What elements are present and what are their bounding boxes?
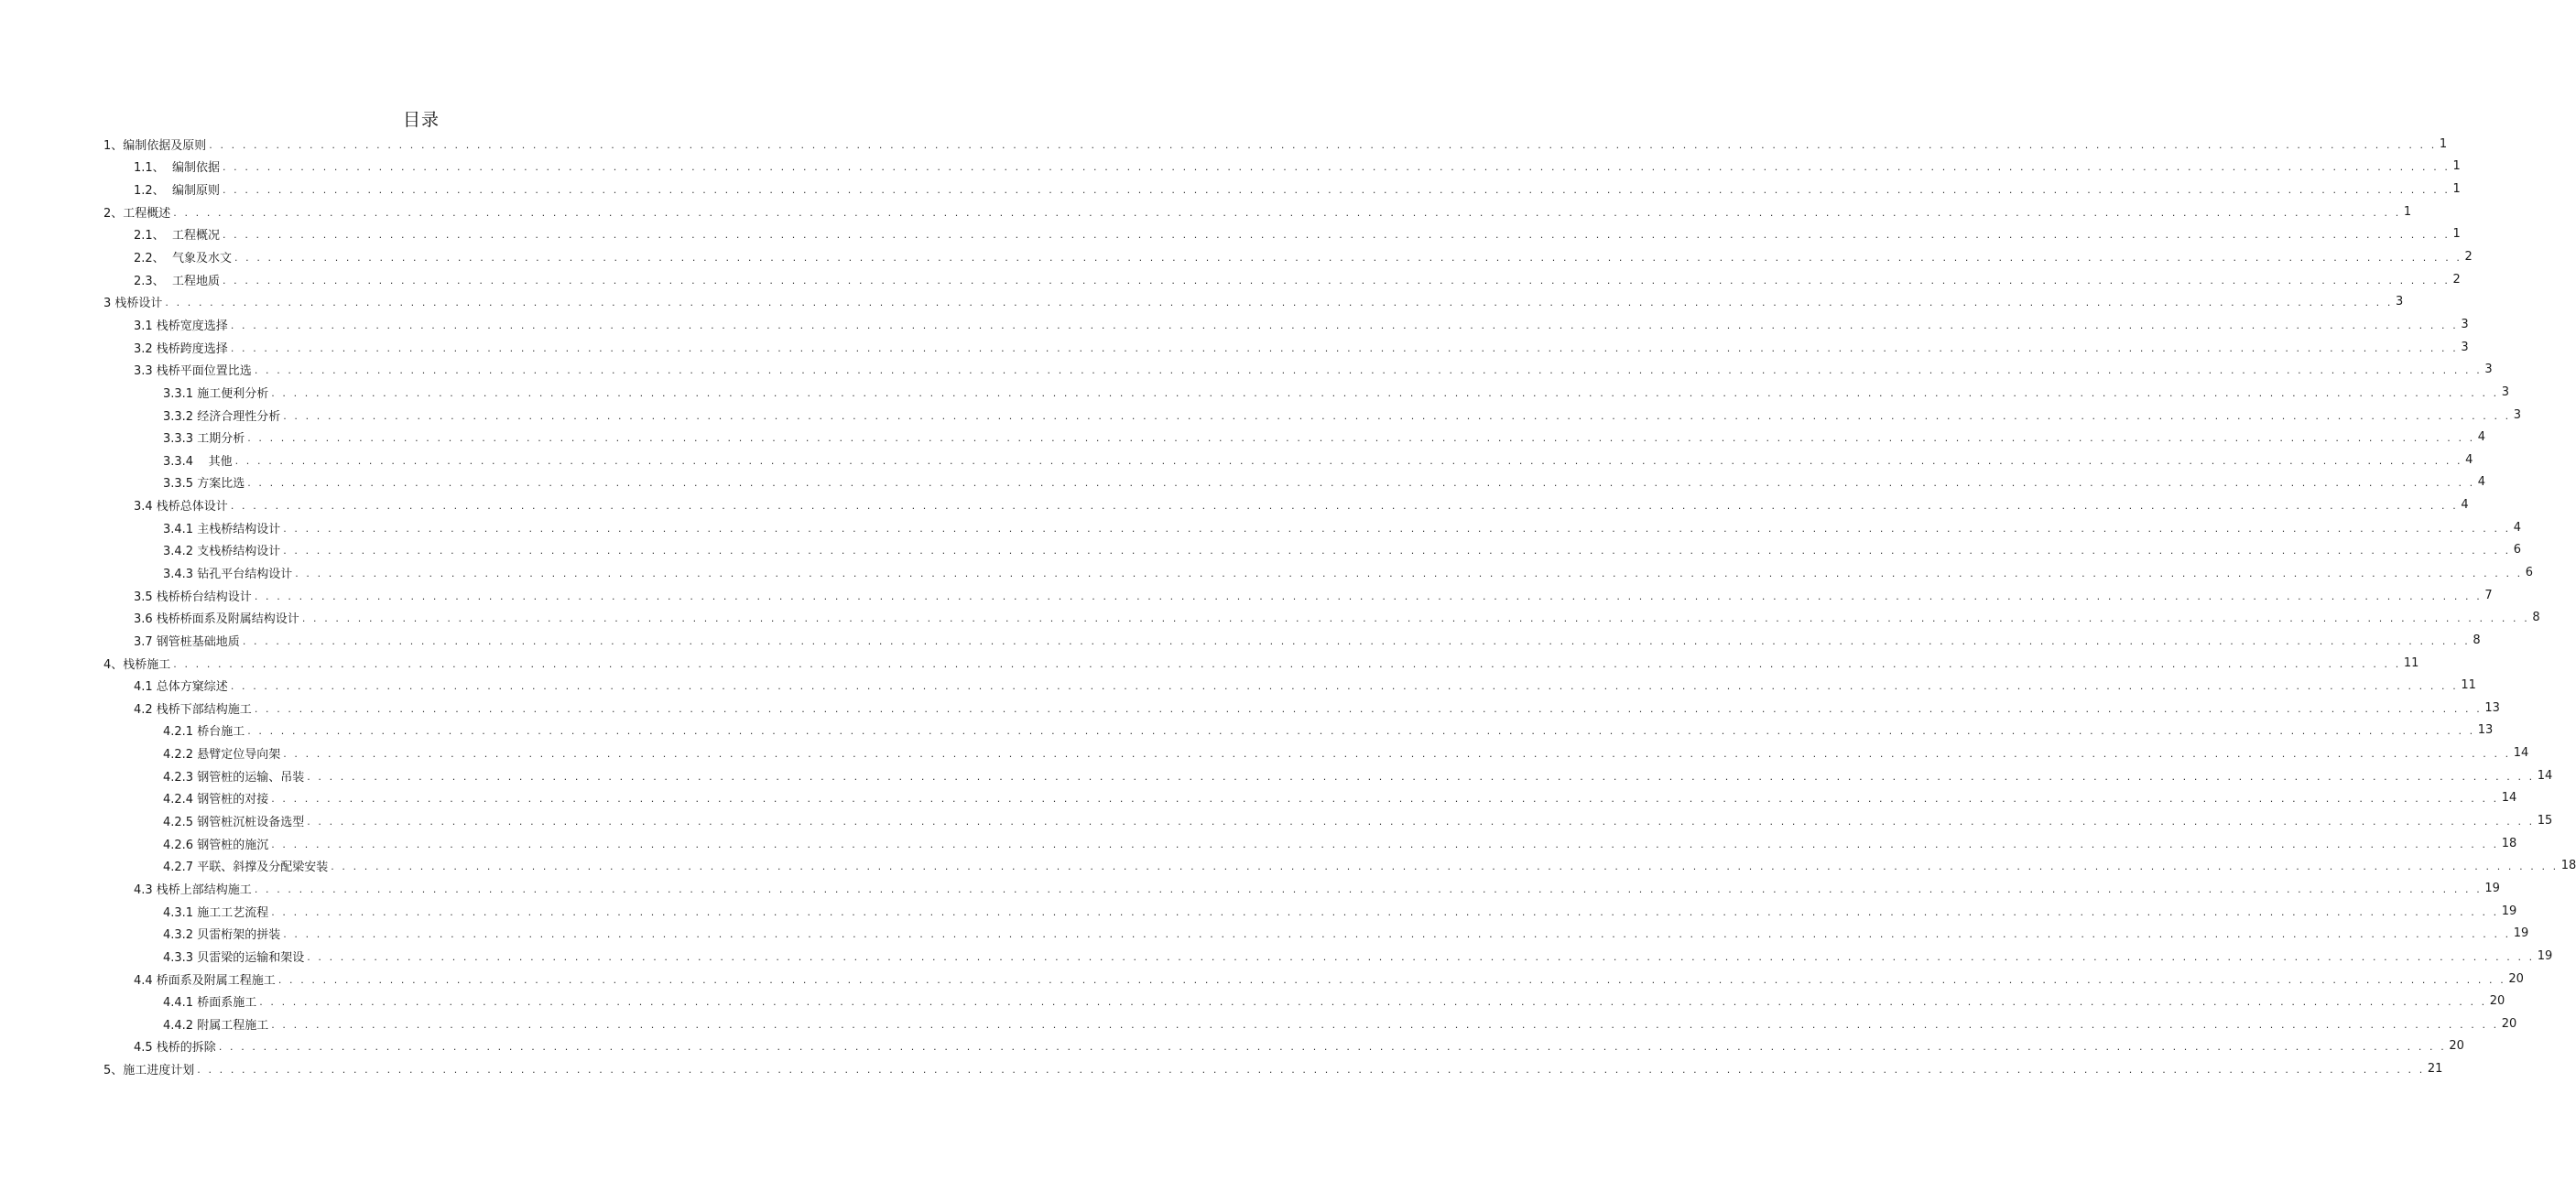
toc-entry-page-number: 2 (2452, 272, 2461, 287)
dot-leader: . . . . . . . . . . . . . . . . . . . . . . . . . . . . . . . . . . . . . . . . . . . . . . . . . . . . . . . . . . . . . . . . . . . . . . . . . . . . . . . . . . . . . . . . . . . . . . . . . . . . . . . . . . . . . . . . . . . . . . . . . . . . . . . . . . . . . . . . . . . . . . . . . . . . . . . . . . . . . . . . . . . . . . . . . . . . . . . . . . . . . . . . . . . . . . . . . . . . . . . . (230, 680, 2459, 693)
dot-leader: . . . . . . . . . . . . . . . . . . . . . . . . . . . . . . . . . . . . . . . . . . . . . . . . . . . . . . . . . . . . . . . . . . . . . . . . . . . . . . . . . . . . . . . . . . . . . . . . . . . . . . . . . . . . . . . . . . . . . . . . . . . . . . . . . . . . . . . . . . . . . . . . . . . . . . . . . . . . . . . . . . . . . . . . . . . . . . . . . . . . . . . . . . . . . . . . . . . . . . . . (277, 973, 2506, 986)
toc-entry[interactable] (0, 832, 2517, 855)
dot-leader: . . . . . . . . . . . . . . . . . . . . . . . . . . . . . . . . . . . . . . . . . . . . . . . . . . . . . . . . . . . . . . . . . . . . . . . . . . . . . . . . . . . . . . . . . . . . . . . . . . . . . . . . . . . . . . . . . . . . . . . . . . . . . . . . . . . . . . . . . . . . . . . . . . . . . . . . . . . . . . . . . . . . . . . . . . . . . . . . . . . . . . . . . . . . . . . . . . . . . . . . (209, 138, 2437, 151)
toc-entry[interactable] (0, 178, 2461, 200)
dot-leader: . . . . . . . . . . . . . . . . . . . . . . . . . . . . . . . . . . . . . . . . . . . . . . . . . . . . . . . . . . . . . . . . . . . . . . . . . . . . . . . . . . . . . . . . . . . . . . . . . . . . . . . . . . . . . . . . . . . . . . . . . . . . . . . . . . . . . . . . . . . . . . . . . . . . . . . . . . . . . . . . . . . . . . . . . . . . . . . . . . . . . . . . . . . . . . . . . . . . . . . . (222, 161, 2451, 174)
toc-entry[interactable] (0, 471, 2486, 494)
toc-entry[interactable] (0, 290, 2404, 313)
dot-leader: . . . . . . . . . . . . . . . . . . . . . . . . . . . . . . . . . . . . . . . . . . . . . . . . . . . . . . . . . . . . . . . . . . . . . . . . . . . . . . . . . . . . . . . . . . . . . . . . . . . . . . . . . . . . . . . . . . . . . . . . . . . . . . . . . . . . . . . . . . . . . . . . . . . . . . . . . . . . . . . . . . . . . . . . . . . . . . . . . . . . . . . . . . . . . . . . . . . . . . . . (307, 770, 2535, 783)
toc-entry[interactable] (0, 245, 2473, 268)
toc-entry[interactable] (0, 606, 2540, 629)
toc-entry-label: 3.4 栈桥总体设计 (134, 500, 228, 514)
dot-leader: . . . . . . . . . . . . . . . . . . . . . . . . . . . . . . . . . . . . . . . . . . . . . . . . . . . . . . . . . . . . . . . . . . . . . . . . . . . . . . . . . . . . . . . . . . . . . . . . . . . . . . . . . . . . . . . . . . . . . . . . . . . . . . . . . . . . . . . . . . . . . . . . . . . . . . . . . . . . . . . . . . . . . . . . . . . . . . . . . . . . . . . . . . . . . . . . . . . . . . . . (283, 748, 2511, 761)
dot-leader: . . . . . . . . . . . . . . . . . . . . . . . . . . . . . . . . . . . . . . . . . . . . . . . . . . . . . . . . . . . . . . . . . . . . . . . . . . . . . . . . . . . . . . . . . . . . . . . . . . . . . . . . . . . . . . . . . . . . . . . . . . . . . . . . . . . . . . . . . . . . . . . . . . . . . . . . . . . . . . . . . . . . . . . . . . . . . . . . . . . . . . . . . . . . . . . . . . . . . . . . (283, 545, 2511, 558)
toc-entry-label: 4.4.2 附属工程施工 (163, 1018, 269, 1033)
toc-entry[interactable] (0, 697, 2500, 720)
toc-entry-label: 3.1 栈桥宽度选择 (134, 319, 228, 333)
toc-entry-page-number: 11 (2403, 655, 2419, 670)
dot-leader: . . . . . . . . . . . . . . . . . . . . . . . . . . . . . . . . . . . . . . . . . . . . . . . . . . . . . . . . . . . . . . . . . . . . . . . . . . . . . . . . . . . . . . . . . . . . . . . . . . . . . . . . . . . . . . . . . . . . . . . . . . . . . . . . . . . . . . . . . . . . . . . . . . . . . . . . . . . . . . . . . . . . . . . . . . . . . . . . . . . . . . . . . . . . . . . . . . . . . . . . (307, 816, 2535, 828)
toc-entry-label: 4.2.7 平联、斜撑及分配梁安装 (163, 861, 329, 875)
toc-entry-label: 3.6 栈桥桥面系及附属结构设计 (134, 612, 299, 627)
toc-entry[interactable] (0, 1035, 2464, 1058)
toc-entry-page-number: 21 (2427, 1062, 2443, 1077)
dot-leader: . . . . . . . . . . . . . . . . . . . . . . . . . . . . . . . . . . . . . . . . . . . . . . . . . . . . . . . . . . . . . . . . . . . . . . . . . . . . . . . . . . . . . . . . . . . . . . . . . . . . . . . . . . . . . . . . . . . . . . . . . . . . . . . . . . . . . . . . . . . . . . . . . . . . . . . . . . . . . . . . . . . . . . . . . . . . . . . . . . . . . . . . . . . . . . . . . . . . . . . . (247, 432, 2475, 445)
toc-entry-label: 4.2.1 桥台施工 (163, 725, 245, 740)
toc-entry[interactable] (0, 1012, 2517, 1035)
toc-entry-label: 3.3 栈桥平面位置比选 (134, 364, 252, 379)
toc-entry[interactable] (0, 404, 2522, 427)
toc-entry-label: 4.2.6 钢管桩的施沉 (163, 838, 269, 852)
dot-leader: . . . . . . . . . . . . . . . . . . . . . . . . . . . . . . . . . . . . . . . . . . . . . . . . . . . . . . . . . . . . . . . . . . . . . . . . . . . . . . . . . . . . . . . . . . . . . . . . . . . . . . . . . . . . . . . . . . . . . . . . . . . . . . . . . . . . . . . . . . . . . . . . . . . . . . . . . . . . . . . . . . . . . . . . . . . . . . . . . . . . . . . . . . . . . . . . . . . . . . . . (234, 454, 2463, 467)
toc-entry[interactable] (0, 990, 2505, 1012)
dot-leader: . . . . . . . . . . . . . . . . . . . . . . . . . . . . . . . . . . . . . . . . . . . . . . . . . . . . . . . . . . . . . . . . . . . . . . . . . . . . . . . . . . . . . . . . . . . . . . . . . . . . . . . . . . . . . . . . . . . . . . . . . . . . . . . . . . . . . . . . . . . . . . . . . . . . . . . . . . . . . . . . . . . . . . . . . . . . . . . . . . . . . . . . . . . . . . . . . . . . . . . . (247, 725, 2475, 738)
toc-title: 目录 (402, 110, 440, 130)
toc-entry[interactable] (0, 381, 2510, 404)
toc-entry-page-number: 19 (2537, 948, 2553, 963)
dot-leader: . . . . . . . . . . . . . . . . . . . . . . . . . . . . . . . . . . . . . . . . . . . . . . . . . . . . . . . . . . . . . . . . . . . . . . . . . . . . . . . . . . . . . . . . . . . . . . . . . . . . . . . . . . . . . . . . . . . . . . . . . . . . . . . . . . . . . . . . . . . . . . . . . . . . . . . . . . . . . . . . . . . . . . . . . . . . . . . . . . . . . . . . . . . . . . . . . . . . . . . . (283, 522, 2511, 535)
dot-leader: . . . . . . . . . . . . . . . . . . . . . . . . . . . . . . . . . . . . . . . . . . . . . . . . . . . . . . . . . . . . . . . . . . . . . . . . . . . . . . . . . . . . . . . . . . . . . . . . . . . . . . . . . . . . . . . . . . . . . . . . . . . . . . . . . . . . . . . . . . . . . . . . . . . . . . . . . . . . . . . . . . . . . . . . . . . . . . . . . . . . . . . . . . . . . . . . . . . . . . . . (242, 634, 2471, 647)
toc-entry-label: 3.3.3 工期分析 (163, 432, 245, 447)
toc-entry-label: 1.1、 编制依据 (134, 161, 220, 176)
dot-leader: . . . . . . . . . . . . . . . . . . . . . . . . . . . . . . . . . . . . . . . . . . . . . . . . . . . . . . . . . . . . . . . . . . . . . . . . . . . . . . . . . . . . . . . . . . . . . . . . . . . . . . . . . . . . . . . . . . . . . . . . . . . . . . . . . . . . . . . . . . . . . . . . . . . . . . . . . . . . . . . . . . . . . . . . . . . . . . . . . . . . . . . . . . . . . . . . . . . . . . . . (165, 297, 2393, 309)
toc-entry-page-number: 15 (2537, 814, 2553, 828)
toc-entry-label: 4.3 栈桥上部结构施工 (134, 882, 252, 897)
dot-leader: . . . . . . . . . . . . . . . . . . . . . . . . . . . . . . . . . . . . . . . . . . . . . . . . . . . . . . . . . . . . . . . . . . . . . . . . . . . . . . . . . . . . . . . . . . . . . . . . . . . . . . . . . . . . . . . . . . . . . . . . . . . . . . . . . . . . . . . . . . . . . . . . . . . . . . . . . . . . . . . . . . . . . . . . . . . . . . . . . . . . . . . . . . . . . . . . . . . . . . . . (254, 882, 2483, 895)
toc-entry-page-number: 13 (2484, 700, 2500, 715)
toc-entry-label: 4.3.1 施工工艺流程 (163, 905, 269, 920)
toc-entry-page-number: 3 (2461, 317, 2469, 331)
toc-entry-page-number: 4 (2465, 452, 2473, 467)
toc-entry-page-number: 14 (2501, 791, 2517, 806)
dot-leader: . . . . . . . . . . . . . . . . . . . . . . . . . . . . . . . . . . . . . . . . . . . . . . . . . . . . . . . . . . . . . . . . . . . . . . . . . . . . . . . . . . . . . . . . . . . . . . . . . . . . . . . . . . . . . . . . . . . . . . . . . . . . . . . . . . . . . . . . . . . . . . . . . . . . . . . . . . . . . . . . . . . . . . . . . . . . . . . . . . . . . . . . . . . . . . . . . . . . . . . . (222, 184, 2451, 197)
toc-entry-label: 3.3.2 经济合理性分析 (163, 409, 281, 424)
dot-leader: . . . . . . . . . . . . . . . . . . . . . . . . . . . . . . . . . . . . . . . . . . . . . . . . . . . . . . . . . . . . . . . . . . . . . . . . . . . . . . . . . . . . . . . . . . . . . . . . . . . . . . . . . . . . . . . . . . . . . . . . . . . . . . . . . . . . . . . . . . . . . . . . . . . . . . . . . . . . . . . . . . . . . . . . . . . . . . . . . . . . . . . . . . . . . . . . . . . . . . . . (197, 1064, 2425, 1077)
toc-entry[interactable] (0, 1057, 2443, 1080)
toc-entry-label: 1、编制依据及原则 (103, 138, 207, 153)
toc-entry-label: 3.4.1 主栈桥结构设计 (163, 522, 281, 536)
dot-leader: . . . . . . . . . . . . . . . . . . . . . . . . . . . . . . . . . . . . . . . . . . . . . . . . . . . . . . . . . . . . . . . . . . . . . . . . . . . . . . . . . . . . . . . . . . . . . . . . . . . . . . . . . . . . . . . . . . . . . . . . . . . . . . . . . . . . . . . . . . . . . . . . . . . . . . . . . . . . . . . . . . . . . . . . . . . . . . . . . . . . . . . . . . . . . . . . . . . . . . . . (222, 274, 2451, 287)
toc-entry-page-number: 11 (2461, 678, 2476, 693)
toc-entry-label: 3.3.4 其他 (163, 454, 233, 469)
toc-entry-page-number: 1 (2439, 136, 2448, 151)
toc-entry-page-number: 18 (2501, 836, 2517, 850)
dot-leader: . . . . . . . . . . . . . . . . . . . . . . . . . . . . . . . . . . . . . . . . . . . . . . . . . . . . . . . . . . . . . . . . . . . . . . . . . . . . . . . . . . . . . . . . . . . . . . . . . . . . . . . . . . . . . . . . . . . . . . . . . . . . . . . . . . . . . . . . . . . . . . . . . . . . . . . . . . . . . . . . . . . . . . . . . . . . . . . . . . . . . . . . . . . . . . . . . . . . . . . . (307, 950, 2535, 963)
toc-entry-label: 4.3.3 贝雷梁的运输和架设 (163, 950, 305, 965)
toc-entry-page-number: 1 (2403, 204, 2412, 219)
dot-leader: . . . . . . . . . . . . . . . . . . . . . . . . . . . . . . . . . . . . . . . . . . . . . . . . . . . . . . . . . . . . . . . . . . . . . . . . . . . . . . . . . . . . . . . . . . . . . . . . . . . . . . . . . . . . . . . . . . . . . . . . . . . . . . . . . . . . . . . . . . . . . . . . . . . . . . . . . . . . . . . . . . . . . . . . . . . . . . . . . . . . . . . . . . . . . . . . . . . . . . . . (230, 319, 2459, 331)
toc-entry-page-number: 3 (2484, 363, 2493, 377)
dot-leader: . . . . . . . . . . . . . . . . . . . . . . . . . . . . . . . . . . . . . . . . . . . . . . . . . . . . . . . . . . . . . . . . . . . . . . . . . . . . . . . . . . . . . . . . . . . . . . . . . . . . . . . . . . . . . . . . . . . . . . . . . . . . . . . . . . . . . . . . . . . . . . . . . . . . . . . . . . . . . . . . . . . . . . . . . . . . . . . . . . . . . . . . . . . . . . . . . . . . . . . . (218, 1041, 2447, 1054)
dot-leader: . . . . . . . . . . . . . . . . . . . . . . . . . . . . . . . . . . . . . . . . . . . . . . . . . . . . . . . . . . . . . . . . . . . . . . . . . . . . . . . . . . . . . . . . . . . . . . . . . . . . . . . . . . . . . . . . . . . . . . . . . . . . . . . . . . . . . . . . . . . . . . . . . . . . . . . . . . . . . . . . . . . . . . . . . . . . . . . . . . . . . . . . . . . . . . . . . . . . . . . . (283, 409, 2511, 422)
toc-entry-page-number: 19 (2484, 881, 2500, 895)
toc-entry-label: 4.2.5 钢管桩沉桩设备选型 (163, 816, 305, 830)
toc-entry[interactable] (0, 764, 2553, 787)
toc-entry-label: 4.4 桥面系及附属工程施工 (134, 973, 276, 988)
toc-entry-page-number: 2 (2464, 250, 2473, 265)
toc-entry[interactable] (0, 449, 2473, 471)
toc-entry[interactable] (0, 809, 2553, 832)
toc-entry[interactable] (0, 968, 2524, 991)
toc-entry[interactable] (0, 945, 2553, 968)
toc-entry[interactable] (0, 584, 2493, 607)
toc-entry[interactable] (0, 787, 2517, 810)
toc-entry-page-number: 14 (2513, 746, 2529, 761)
toc-entry-page-number: 1 (2452, 182, 2461, 197)
toc-entry-page-number: 20 (2508, 971, 2524, 986)
dot-leader: . . . . . . . . . . . . . . . . . . . . . . . . . . . . . . . . . . . . . . . . . . . . . . . . . . . . . . . . . . . . . . . . . . . . . . . . . . . . . . . . . . . . . . . . . . . . . . . . . . . . . . . . . . . . . . . . . . . . . . . . . . . . . . . . . . . . . . . . . . . . . . . . . . . . . . . . . . . . . . . . . . . . . . . . . . . . . . . . . . . . . . . . . . . . . . . . . . . . . . . . (234, 252, 2462, 265)
toc-entry-page-number: 6 (2525, 565, 2534, 579)
toc-entry-page-number: 18 (2560, 859, 2576, 873)
toc-entry-label: 4.2.2 悬臂定位导向架 (163, 748, 281, 763)
dot-leader: . . . . . . . . . . . . . . . . . . . . . . . . . . . . . . . . . . . . . . . . . . . . . . . . . . . . . . . . . . . . . . . . . . . . . . . . . . . . . . . . . . . . . . . . . . . . . . . . . . . . . . . . . . . . . . . . . . . . . . . . . . . . . . . . . . . . . . . . . . . . . . . . . . . . . . . . . . . . . . . . . . . . . . . . . . . . . . . . . . . . . . . . . . . . . . . . . . . . . . . . (254, 702, 2483, 715)
toc-entry-page-number: 8 (2473, 633, 2481, 647)
table-of-contents (0, 133, 2576, 1080)
toc-entry[interactable] (0, 426, 2486, 449)
toc-entry-label: 3.7 钢管桩基础地质 (134, 634, 240, 649)
toc-entry[interactable] (0, 358, 2493, 381)
toc-entry[interactable] (0, 720, 2494, 742)
toc-entry[interactable] (0, 922, 2529, 945)
toc-entry-label: 2.2、 气象及水文 (134, 252, 232, 266)
toc-entry-page-number: 19 (2501, 904, 2517, 918)
toc-entry-page-number: 4 (2477, 475, 2486, 490)
toc-entry-page-number: 19 (2513, 926, 2529, 941)
dot-leader: . . . . . . . . . . . . . . . . . . . . . . . . . . . . . . . . . . . . . . . . . . . . . . . . . . . . . . . . . . . . . . . . . . . . . . . . . . . . . . . . . . . . . . . . . . . . . . . . . . . . . . . . . . . . . . . . . . . . . . . . . . . . . . . . . . . . . . . . . . . . . . . . . . . . . . . . . . . . . . . . . . . . . . . . . . . . . . . . . . . . . . . . . . . . . . . . . . . . . . . . (331, 861, 2559, 873)
toc-entry-label: 4.2.3 钢管桩的运输、吊装 (163, 770, 305, 785)
toc-entry-label: 4.2.4 钢管桩的对接 (163, 793, 269, 807)
toc-entry-page-number: 4 (2461, 498, 2469, 513)
toc-entry[interactable] (0, 900, 2517, 923)
toc-entry[interactable] (0, 156, 2461, 179)
toc-entry[interactable] (0, 223, 2461, 246)
toc-entry-label: 4.4.1 桥面系施工 (163, 996, 257, 1011)
dot-leader: . . . . . . . . . . . . . . . . . . . . . . . . . . . . . . . . . . . . . . . . . . . . . . . . . . . . . . . . . . . . . . . . . . . . . . . . . . . . . . . . . . . . . . . . . . . . . . . . . . . . . . . . . . . . . . . . . . . . . . . . . . . . . . . . . . . . . . . . . . . . . . . . . . . . . . . . . . . . . . . . . . . . . . . . . . . . . . . . . . . . . . . . . . . . . . . . . . . . . . . . (254, 364, 2483, 377)
toc-entry-page-number: 13 (2477, 723, 2494, 738)
toc-entry[interactable] (0, 877, 2500, 900)
toc-entry-label: 1.2、 编制原则 (134, 184, 220, 199)
toc-entry[interactable] (0, 561, 2534, 584)
toc-entry[interactable] (0, 629, 2481, 652)
toc-entry-label: 3.3.5 方案比选 (163, 477, 245, 492)
dot-leader: . . . . . . . . . . . . . . . . . . . . . . . . . . . . . . . . . . . . . . . . . . . . . . . . . . . . . . . . . . . . . . . . . . . . . . . . . . . . . . . . . . . . . . . . . . . . . . . . . . . . . . . . . . . . . . . . . . . . . . . . . . . . . . . . . . . . . . . . . . . . . . . . . . . . . . . . . . . . . . . . . . . . . . . . . . . . . . . . . . . . . . . . . . . . . . . . . . . . . . . . (301, 612, 2530, 625)
dot-leader: . . . . . . . . . . . . . . . . . . . . . . . . . . . . . . . . . . . . . . . . . . . . . . . . . . . . . . . . . . . . . . . . . . . . . . . . . . . . . . . . . . . . . . . . . . . . . . . . . . . . . . . . . . . . . . . . . . . . . . . . . . . . . . . . . . . . . . . . . . . . . . . . . . . . . . . . . . . . . . . . . . . . . . . . . . . . . . . . . . . . . . . . . . . . . . . . . . . . . . . . (247, 477, 2475, 490)
dot-leader: . . . . . . . . . . . . . . . . . . . . . . . . . . . . . . . . . . . . . . . . . . . . . . . . . . . . . . . . . . . . . . . . . . . . . . . . . . . . . . . . . . . . . . . . . . . . . . . . . . . . . . . . . . . . . . . . . . . . . . . . . . . . . . . . . . . . . . . . . . . . . . . . . . . . . . . . . . . . . . . . . . . . . . . . . . . . . . . . . . . . . . . . . . . . . . . . . . . . . . . . (283, 928, 2511, 941)
dot-leader: . . . . . . . . . . . . . . . . . . . . . . . . . . . . . . . . . . . . . . . . . . . . . . . . . . . . . . . . . . . . . . . . . . . . . . . . . . . . . . . . . . . . . . . . . . . . . . . . . . . . . . . . . . . . . . . . . . . . . . . . . . . . . . . . . . . . . . . . . . . . . . . . . . . . . . . . . . . . . . . . . . . . . . . . . . . . . . . . . . . . . . . . . . . . . . . . . . . . . . . . (254, 590, 2483, 602)
dot-leader: . . . . . . . . . . . . . . . . . . . . . . . . . . . . . . . . . . . . . . . . . . . . . . . . . . . . . . . . . . . . . . . . . . . . . . . . . . . . . . . . . . . . . . . . . . . . . . . . . . . . . . . . . . . . . . . . . . . . . . . . . . . . . . . . . . . . . . . . . . . . . . . . . . . . . . . . . . . . . . . . . . . . . . . . . . . . . . . . . . . . . . . . . . . . . . . . . . . . . . . . (271, 793, 2499, 806)
toc-entry-label: 3.2 栈桥跨度选择 (134, 341, 228, 356)
toc-entry-page-number: 20 (2489, 994, 2505, 1009)
toc-entry-label: 3.3.1 施工便利分析 (163, 386, 269, 401)
toc-entry-label: 2、工程概述 (103, 206, 171, 221)
dot-leader: . . . . . . . . . . . . . . . . . . . . . . . . . . . . . . . . . . . . . . . . . . . . . . . . . . . . . . . . . . . . . . . . . . . . . . . . . . . . . . . . . . . . . . . . . . . . . . . . . . . . . . . . . . . . . . . . . . . . . . . . . . . . . . . . . . . . . . . . . . . . . . . . . . . . . . . . . . . . . . . . . . . . . . . . . . . . . . . . . . . . . . . . . . . . . . . . . . . . . . . . (271, 838, 2499, 850)
toc-entry-label: 4、栈桥施工 (103, 657, 171, 672)
toc-entry-label: 2.3、 工程地质 (134, 274, 220, 288)
toc-entry[interactable] (0, 855, 2576, 878)
dot-leader: . . . . . . . . . . . . . . . . . . . . . . . . . . . . . . . . . . . . . . . . . . . . . . . . . . . . . . . . . . . . . . . . . . . . . . . . . . . . . . . . . . . . . . . . . . . . . . . . . . . . . . . . . . . . . . . . . . . . . . . . . . . . . . . . . . . . . . . . . . . . . . . . . . . . . . . . . . . . . . . . . . . . . . . . . . . . . . . . . . . . . . . . . . . . . . . . . . . . . . . . (230, 341, 2459, 354)
toc-entry[interactable] (0, 133, 2448, 156)
toc-entry-page-number: 8 (2532, 611, 2540, 625)
toc-entry-label: 3.4.2 支栈桥结构设计 (163, 545, 281, 559)
toc-entry-page-number: 6 (2513, 543, 2522, 558)
toc-entry-page-number: 3 (2501, 384, 2510, 399)
toc-entry-page-number: 1 (2452, 227, 2461, 242)
toc-entry-page-number: 1 (2452, 159, 2461, 174)
dot-leader: . . . . . . . . . . . . . . . . . . . . . . . . . . . . . . . . . . . . . . . . . . . . . . . . . . . . . . . . . . . . . . . . . . . . . . . . . . . . . . . . . . . . . . . . . . . . . . . . . . . . . . . . . . . . . . . . . . . . . . . . . . . . . . . . . . . . . . . . . . . . . . . . . . . . . . . . . . . . . . . . . . . . . . . . . . . . . . . . . . . . . . . . . . . . . . . . . . . . . . . . (271, 1018, 2499, 1031)
toc-entry-label: 3 栈桥设计 (103, 297, 163, 311)
toc-entry[interactable] (0, 336, 2469, 359)
dot-leader: . . . . . . . . . . . . . . . . . . . . . . . . . . . . . . . . . . . . . . . . . . . . . . . . . . . . . . . . . . . . . . . . . . . . . . . . . . . . . . . . . . . . . . . . . . . . . . . . . . . . . . . . . . . . . . . . . . . . . . . . . . . . . . . . . . . . . . . . . . . . . . . . . . . . . . . . . . . . . . . . . . . . . . . . . . . . . . . . . . . . . . . . . . . . . . . . . . . . . . . . (222, 229, 2451, 242)
toc-entry-label: 3.5 栈桥桥台结构设计 (134, 590, 252, 604)
dot-leader: . . . . . . . . . . . . . . . . . . . . . . . . . . . . . . . . . . . . . . . . . . . . . . . . . . . . . . . . . . . . . . . . . . . . . . . . . . . . . . . . . . . . . . . . . . . . . . . . . . . . . . . . . . . . . . . . . . . . . . . . . . . . . . . . . . . . . . . . . . . . . . . . . . . . . . . . . . . . . . . . . . . . . . . . . . . . . . . . . . . . . . . . . . . . . . . . . . . . . . . . (295, 567, 2523, 579)
dot-leader: . . . . . . . . . . . . . . . . . . . . . . . . . . . . . . . . . . . . . . . . . . . . . . . . . . . . . . . . . . . . . . . . . . . . . . . . . . . . . . . . . . . . . . . . . . . . . . . . . . . . . . . . . . . . . . . . . . . . . . . . . . . . . . . . . . . . . . . . . . . . . . . . . . . . . . . . . . . . . . . . . . . . . . . . . . . . . . . . . . . . . . . . . . . . . . . . . . . . . . . . (271, 905, 2499, 918)
toc-entry-page-number: 3 (2395, 295, 2404, 309)
toc-entry-page-number: 20 (2501, 1016, 2517, 1031)
dot-leader: . . . . . . . . . . . . . . . . . . . . . . . . . . . . . . . . . . . . . . . . . . . . . . . . . . . . . . . . . . . . . . . . . . . . . . . . . . . . . . . . . . . . . . . . . . . . . . . . . . . . . . . . . . . . . . . . . . . . . . . . . . . . . . . . . . . . . . . . . . . . . . . . . . . . . . . . . . . . . . . . . . . . . . . . . . . . . . . . . . . . . . . . . . . . . . . . . . . . . . . . (271, 386, 2499, 399)
toc-entry-label: 5、施工进度计划 (103, 1064, 195, 1078)
toc-entry-label: 3.4.3 钻孔平台结构设计 (163, 567, 293, 581)
dot-leader: . . . . . . . . . . . . . . . . . . . . . . . . . . . . . . . . . . . . . . . . . . . . . . . . . . . . . . . . . . . . . . . . . . . . . . . . . . . . . . . . . . . . . . . . . . . . . . . . . . . . . . . . . . . . . . . . . . . . . . . . . . . . . . . . . . . . . . . . . . . . . . . . . . . . . . . . . . . . . . . . . . . . . . . . . . . . . . . . . . . . . . . . . . . . . . . . . . . . . . . . (173, 206, 2401, 219)
toc-entry-page-number: 4 (2513, 520, 2522, 535)
toc-entry[interactable] (0, 200, 2412, 223)
toc-entry-page-number: 14 (2537, 768, 2553, 783)
toc-entry[interactable] (0, 516, 2522, 539)
toc-entry-page-number: 20 (2449, 1039, 2464, 1054)
toc-entry-page-number: 4 (2477, 430, 2486, 445)
toc-entry-label: 4.3.2 贝雷桁架的拼装 (163, 928, 281, 943)
toc-entry[interactable] (0, 268, 2461, 291)
toc-entry-label: 4.5 栈桥的拆除 (134, 1041, 216, 1056)
toc-entry[interactable] (0, 674, 2476, 697)
dot-leader: . . . . . . . . . . . . . . . . . . . . . . . . . . . . . . . . . . . . . . . . . . . . . . . . . . . . . . . . . . . . . . . . . . . . . . . . . . . . . . . . . . . . . . . . . . . . . . . . . . . . . . . . . . . . . . . . . . . . . . . . . . . . . . . . . . . . . . . . . . . . . . . . . . . . . . . . . . . . . . . . . . . . . . . . . . . . . . . . . . . . . . . . . . . . . . . . . . . . . . . . (173, 657, 2401, 670)
toc-entry-label: 4.1 总体方窠综述 (134, 680, 228, 695)
toc-entry-label: 4.2 栈桥下部结构施工 (134, 702, 252, 717)
toc-entry[interactable] (0, 652, 2419, 675)
toc-entry[interactable] (0, 493, 2469, 516)
toc-entry-label: 2.1、 工程概况 (134, 229, 220, 244)
toc-entry-page-number: 3 (2461, 340, 2469, 354)
toc-entry-page-number: 3 (2513, 407, 2522, 422)
dot-leader: . . . . . . . . . . . . . . . . . . . . . . . . . . . . . . . . . . . . . . . . . . . . . . . . . . . . . . . . . . . . . . . . . . . . . . . . . . . . . . . . . . . . . . . . . . . . . . . . . . . . . . . . . . . . . . . . . . . . . . . . . . . . . . . . . . . . . . . . . . . . . . . . . . . . . . . . . . . . . . . . . . . . . . . . . . . . . . . . . . . . . . . . . . . . . . . . . . . . . . . . (259, 996, 2487, 1009)
toc-entry-page-number: 7 (2484, 588, 2493, 602)
toc-entry[interactable] (0, 313, 2469, 336)
dot-leader: . . . . . . . . . . . . . . . . . . . . . . . . . . . . . . . . . . . . . . . . . . . . . . . . . . . . . . . . . . . . . . . . . . . . . . . . . . . . . . . . . . . . . . . . . . . . . . . . . . . . . . . . . . . . . . . . . . . . . . . . . . . . . . . . . . . . . . . . . . . . . . . . . . . . . . . . . . . . . . . . . . . . . . . . . . . . . . . . . . . . . . . . . . . . . . . . . . . . . . . . (230, 500, 2459, 513)
toc-entry[interactable] (0, 742, 2529, 764)
toc-entry[interactable] (0, 539, 2522, 562)
